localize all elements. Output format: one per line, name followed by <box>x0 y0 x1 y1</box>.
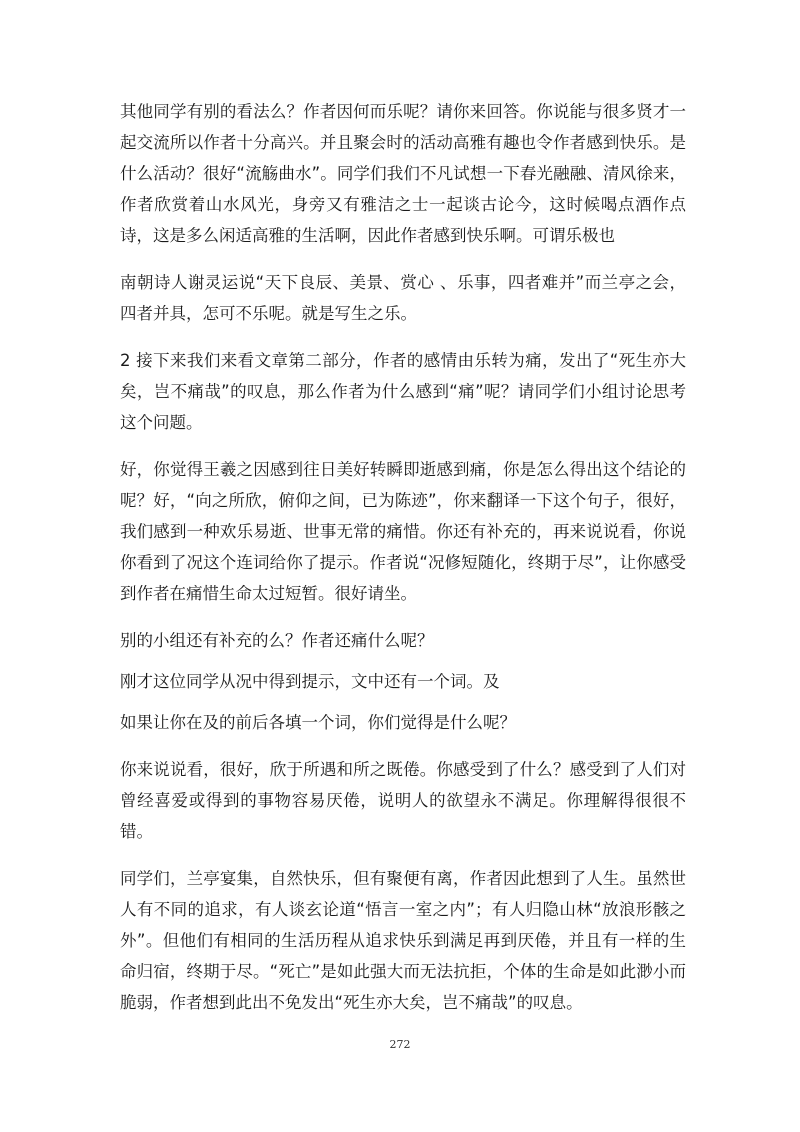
paragraph-3: 2 接下来我们来看文章第二部分，作者的感情由乐转为痛，发出了“死生亦大矣，岂不痛哉”的叹息，那么作者为什么感到“痛”呢？请同学们小组讨论思考这个问题。 <box>120 351 686 432</box>
paragraph-2: 南朝诗人谢灵运说“天下良辰、美景、赏心 、乐事，四者难并”而兰亭之会，四者并具，怎可不乐呢。就是写生之乐。 <box>120 273 686 323</box>
paragraph-1: 其他同学有别的看法么？作者因何而乐呢？请你来回答。你说能与很多贤才一起交流所以作者十分高兴。并且聚会时的活动高雅有趣也令作者感到快乐。是什么活动？很好“流觞曲水”。同学们我们不凡试想一下春光融融、清风徐来，作者欣赏着山水风光，身旁又有雅洁之士一起谈古论今，这时候喝点酒作点诗，这是多么闲适高雅的生活啊，因此作者感到快乐啊。可谓乐极也 <box>120 102 686 245</box>
paragraph-5: 别的小组还有补充的么？作者还痛什么呢？ <box>120 631 434 650</box>
document-body <box>120 96 686 1034</box>
paragraph-7: 如果让你在及的前后各填一个词，你们觉得是什么呢？ <box>120 713 516 732</box>
paragraph-6: 刚才这位同学从况中得到提示，文中还有一个词。及 <box>120 672 500 691</box>
paragraph-9: 同学们，兰亭宴集，自然快乐，但有聚便有离，作者因此想到了人生。虽然世人有不同的追求，有人谈玄论道“悟言一室之内”；有人归隐山林“放浪形骸之外”。但他们有相同的生活历程从追求快乐到满足再到厌倦，并且有一样的生命归宿，终期于尽。“死亡”是如此强大而无法抗拒，个体的生命是如此渺小而脆弱，作者想到此出不免发出“死生亦大矣，岂不痛哉”的叹息。 <box>120 869 686 1012</box>
page-number: 272 <box>389 1038 411 1051</box>
paragraph-8: 你来说说看，很好，欣于所遇和所之既倦。你感受到了什么？感受到了人们对曾经喜爱或得到的事物容易厌倦，说明人的欲望永不满足。你理解得很很不错。 <box>120 760 686 841</box>
paragraph-4: 好，你觉得王羲之因感到往日美好转瞬即逝感到痛，你是怎么得出这个结论的呢？好，“向之所欣，俯仰之间，已为陈迹”，你来翻译一下这个句子，很好，我们感到一种欢乐易逝、世事无常的痛惜。你还有补充的，再来说说看，你说你看到了况这个连词给你了提示。作者说“况修短随化，终期于尽”，让你感受到作者在痛惜生命太过短暂。很好请坐。 <box>120 460 686 603</box>
